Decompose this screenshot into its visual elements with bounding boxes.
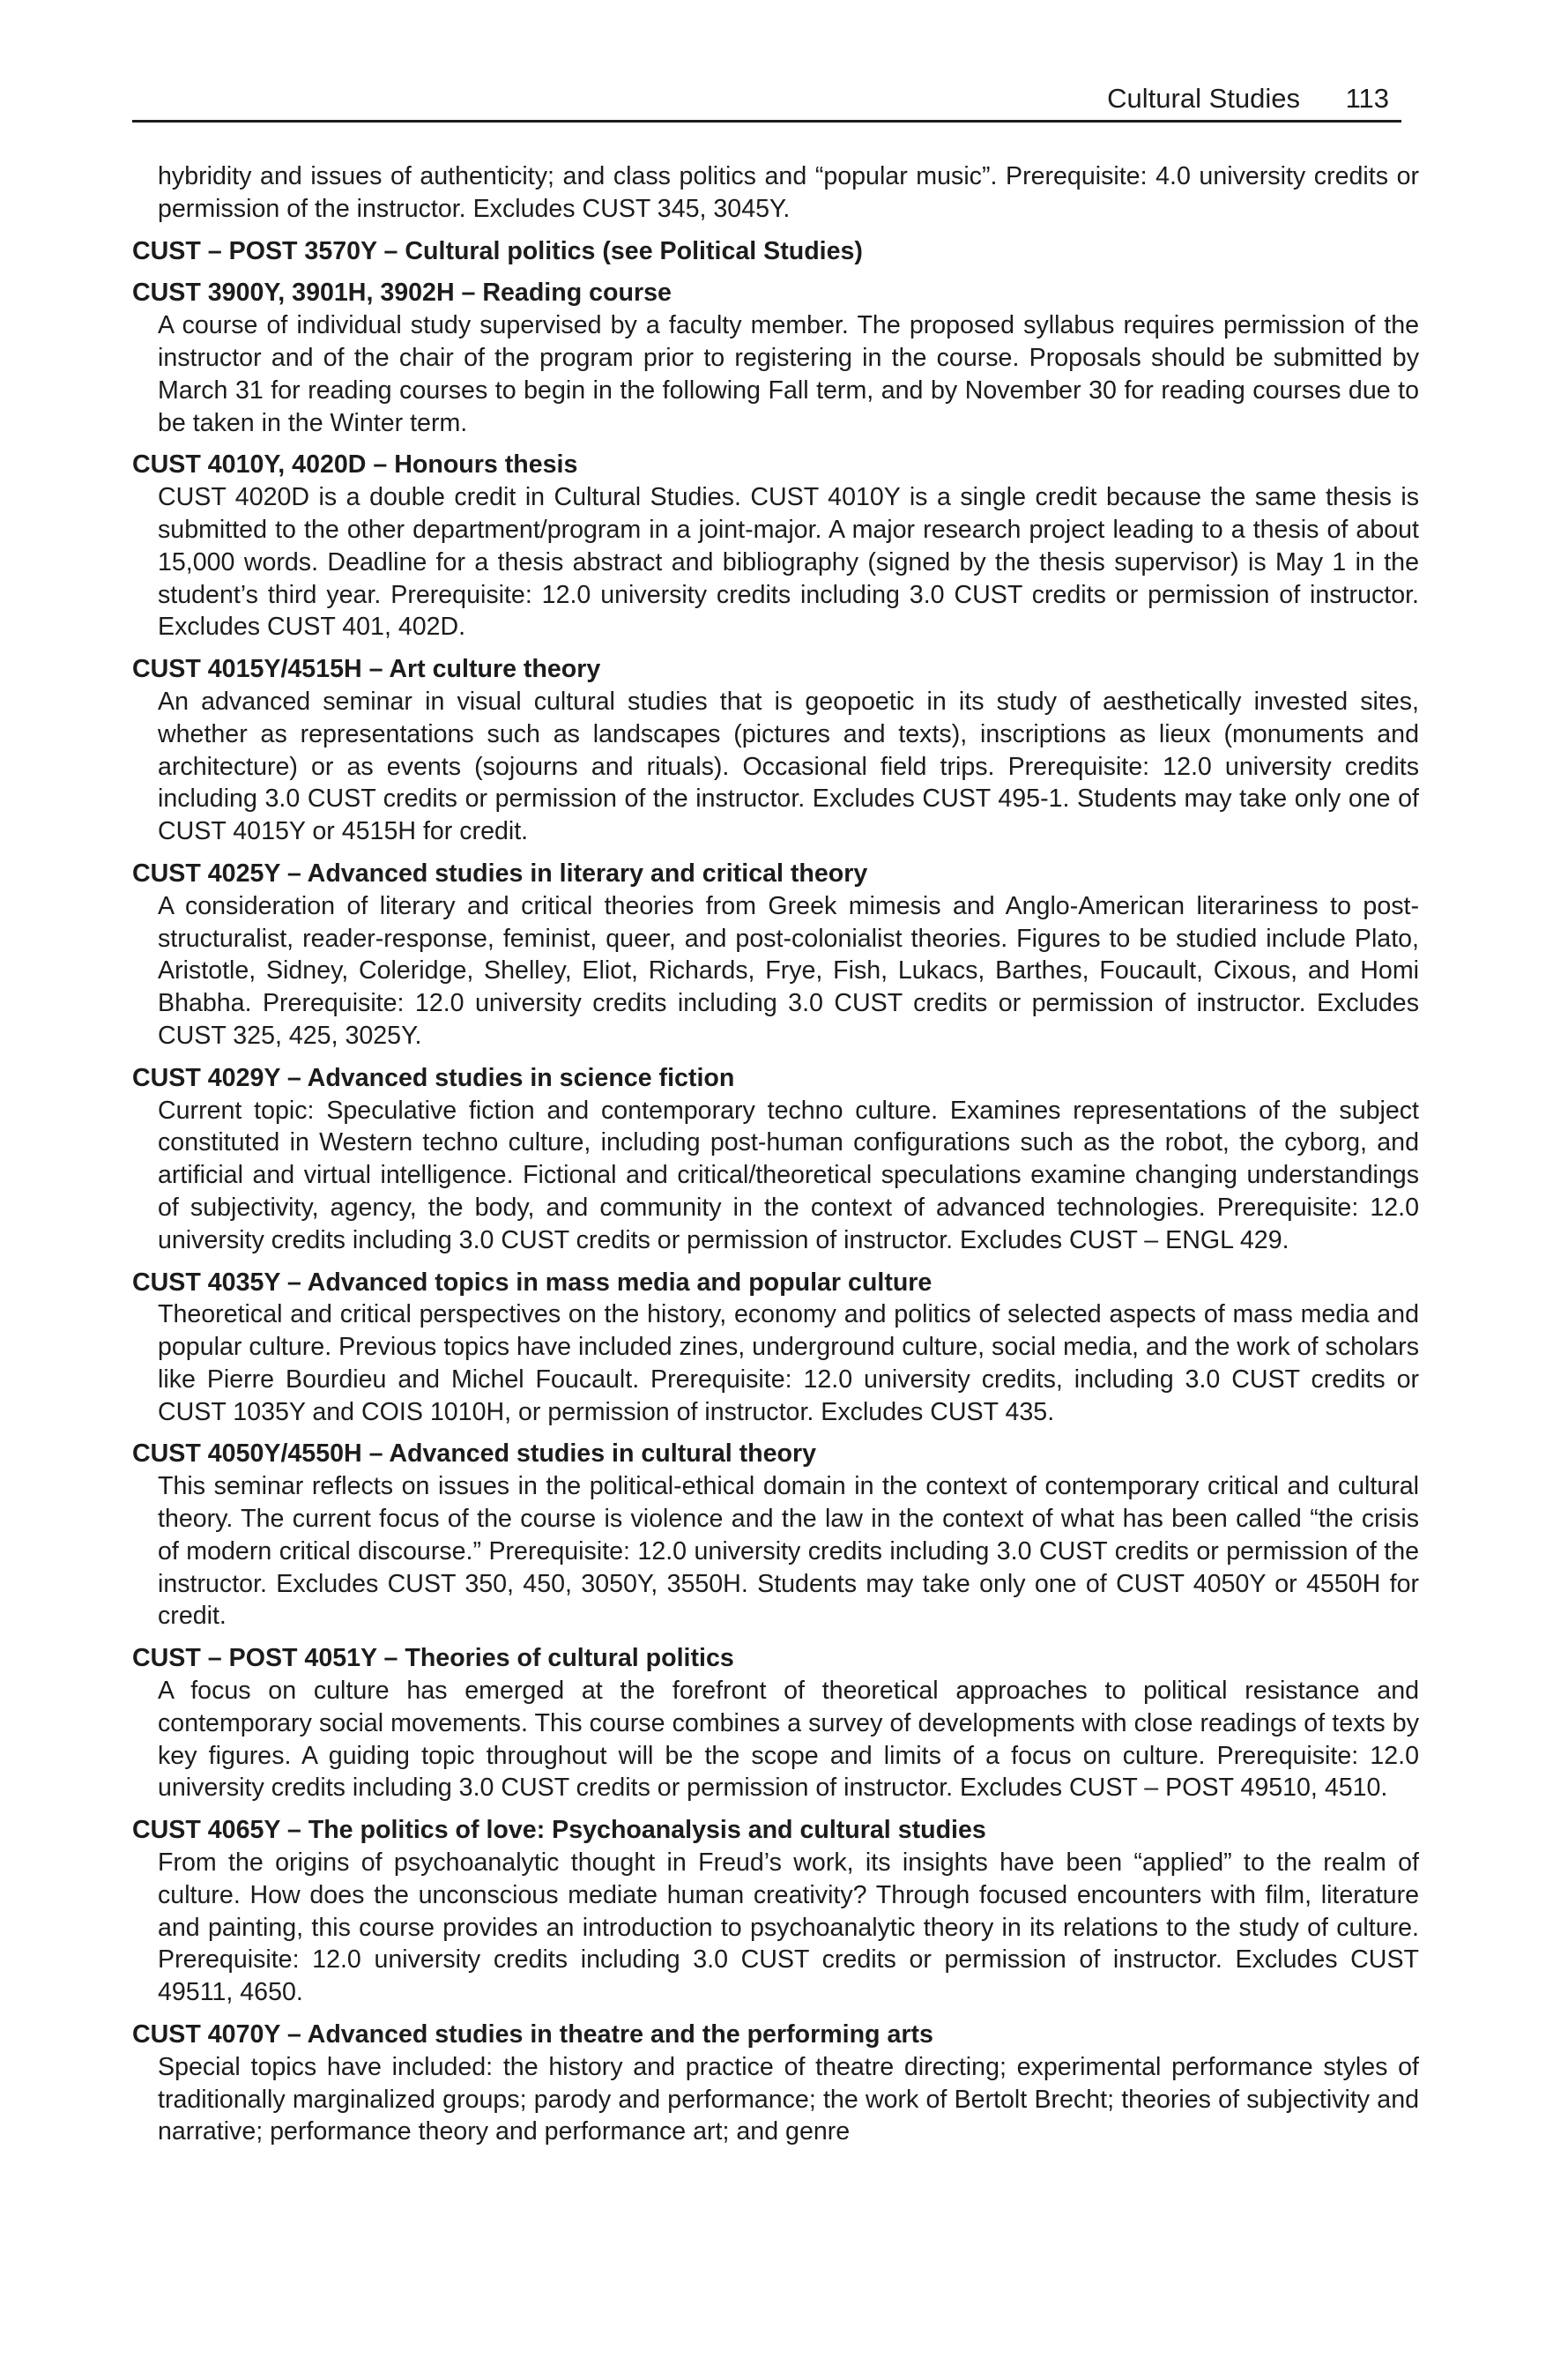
course-description: Current topic: Speculative fiction and contemporary techno culture. Examines representations of the subject constituted in Western techno culture, including post-human configurations such as the robot, the cyborg, and artificial and virtual intelligence. Fictional and critical/theoretical speculations examine changing understandings of subjectivity, agency, the body, and community in the context of advanced technologies. Prerequisite: 12.0 university credits including 3.0 CUST credits or permission of instructor. Excludes CUST – ENGL 429. (158, 1096, 1419, 1254)
course-entry (132, 653, 1419, 848)
page-number: 113 (1345, 83, 1389, 114)
course-title: CUST 4070Y – Advanced studies in theatre and the performing arts (132, 2020, 933, 2049)
course-title: CUST – POST 3570Y – Cultural politics (see Political Studies) (132, 236, 863, 265)
course-description: A focus on culture has emerged at the forefront of theoretical approaches to political resistance and contemporary social movements. This course combines a survey of developments with close readings of texts by key figures. A guiding topic throughout will be the scope and limits of a focus on culture. Prerequisite: 12.0 university credits including 3.0 CUST credits or permission of instructor. Excludes CUST – POST 49510, 4510. (158, 1677, 1419, 1803)
course-entry (132, 235, 1419, 268)
course-title: CUST 4035Y – Advanced topics in mass media and popular culture (132, 1268, 933, 1297)
running-header (132, 81, 1401, 123)
course-listing (132, 160, 1419, 2158)
section-name: Cultural Studies (1107, 83, 1300, 114)
course-entry (132, 449, 1419, 643)
course-description: From the origins of psychoanalytic thought in Freud’s work, its insights have been “applied” to the realm of culture. How does the unconscious mediate human creativity? Through focused encounters with film, literature and painting, this course provides an introduction to psychoanalytic theory in its relations to the study of culture. Prerequisite: 12.0 university credits including 3.0 CUST credits or permission of instructor. Excludes CUST 49511, 4650. (158, 1848, 1419, 2007)
course-description: Special topics have included: the history and practice of theatre directing; experimental performance styles of traditionally marginalized groups; parody and performance; the work of Bertolt Brecht; theories of subjectivity and narrative; performance theory and performance art; and genre (158, 2052, 1419, 2146)
course-description: CUST 4020D is a double credit in Cultural Studies. CUST 4010Y is a single credit because the same thesis is submitted to the other department/program in a joint-major. A major research project leading to a thesis of about 15,000 words. Deadline for a thesis abstract and bibliography (signed by the thesis supervisor) is May 1 in the student’s third year. Prerequisite: 12.0 university credits including 3.0 CUST credits or permission of instructor. Excludes CUST 401, 402D. (158, 483, 1419, 642)
course-title: CUST 4010Y, 4020D – Honours thesis (132, 450, 578, 480)
course-title: CUST 4050Y/4550H – Advanced studies in cultural theory (132, 1439, 817, 1469)
course-entry (132, 1062, 1419, 1257)
course-title: CUST 4015Y/4515H – Art culture theory (132, 655, 601, 684)
course-entry (132, 858, 1419, 1052)
course-entry (132, 1814, 1419, 2009)
course-description: This seminar reflects on issues in the political-ethical domain in the context of contemporary critical and cultural theory. The current focus of the course is violence and the law in the context of what has been called “the crisis of modern critical discourse.” Prerequisite: 12.0 university credits including 3.0 CUST credits or permission of the instructor. Excludes CUST 350, 450, 3050Y, 3550H. Students may take only one of CUST 4050Y or 4550H for credit. (158, 1472, 1419, 1631)
course-entry (132, 1438, 1419, 1633)
course-description: Theoretical and critical perspectives on the history, economy and politics of selected aspects of mass media and popular culture. Previous topics have included zines, underground culture, social media, and the work of scholars like Pierre Bourdieu and Michel Foucault. Prerequisite: 12.0 university credits, including 3.0 CUST credits or CUST 1035Y and COIS 1010H, or permission of instructor. Excludes CUST 435. (158, 1300, 1419, 1426)
course-title: CUST 4065Y – The politics of love: Psychoanalysis and cultural studies (132, 1816, 986, 1845)
course-title: CUST 4025Y – Advanced studies in literary and critical theory (132, 859, 868, 888)
course-title: CUST 4029Y – Advanced studies in science fiction (132, 1063, 735, 1092)
course-description: A course of individual study supervised by a faculty member. The proposed syllabus requires permission of the instructor and of the chair of the program prior to registering in the course. Proposals should be submitted by March 31 for reading courses to begin in the following Fall term, and by November 30 for reading courses due to be taken in the Winter term. (158, 311, 1419, 437)
course-description: A consideration of literary and critical theories from Greek mimesis and Anglo-American literariness to post-structuralist, reader-response, feminist, queer, and post-colonialist theories. Figures to be studied include Plato, Aristotle, Sidney, Coleridge, Shelley, Eliot, Richards, Frye, Fish, Lukacs, Barthes, Foucault, Cixous, and Homi Bhabha. Prerequisite: 12.0 university credits including 3.0 CUST credits or permission of instructor. Excludes CUST 325, 425, 3025Y. (158, 891, 1419, 1050)
course-description: An advanced seminar in visual cultural studies that is geopoetic in its study of aesthetically invested sites, whether as representations such as landscapes (pictures and texts), inscriptions as lieux (monuments and architecture) or as events (sojourns and rituals). Occasional field trips. Prerequisite: 12.0 university credits including 3.0 CUST credits or permission of the instructor. Excludes CUST 495-1. Students may take only one of CUST 4015Y or 4515H for credit. (158, 687, 1419, 846)
course-entry (132, 277, 1419, 439)
course-entry (132, 1642, 1419, 1804)
course-entry (132, 2019, 1419, 2148)
course-entry (132, 1267, 1419, 1429)
course-title: CUST – POST 4051Y – Theories of cultural politics (132, 1644, 734, 1673)
continued-description: hybridity and issues of authenticity; and class politics and “popular music”. Prerequisite: 4.0 university credits or permission of the instructor. Excludes CUST 345, 3045Y. (158, 162, 1419, 223)
course-title: CUST 3900Y, 3901H, 3902H – Reading course (132, 279, 672, 308)
